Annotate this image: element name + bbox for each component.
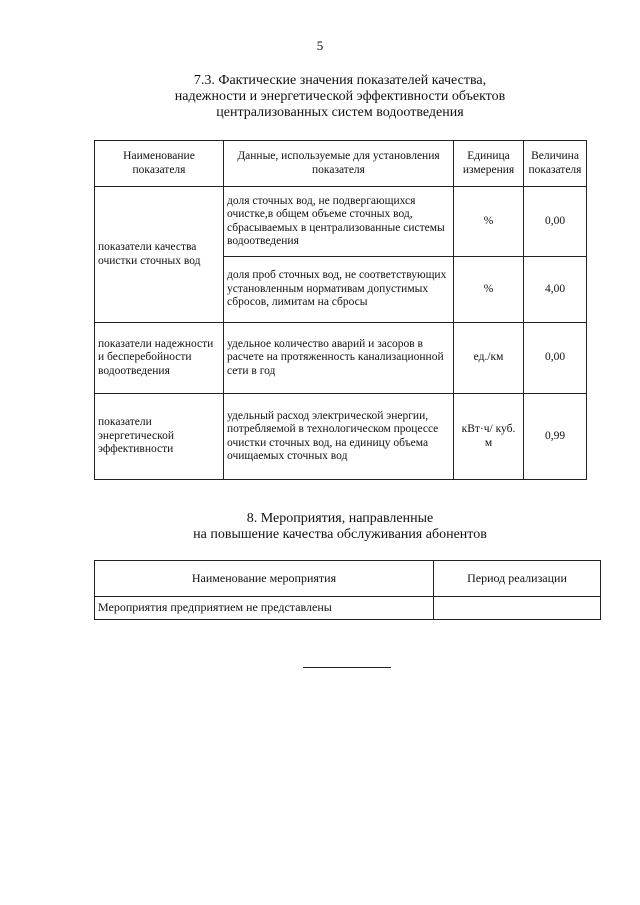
- table-header-row: [95, 561, 601, 597]
- table-header-row: [95, 141, 587, 187]
- header-unit: Единица измерения: [454, 141, 524, 187]
- indicator-group-name: показатели качества очистки сточных вод: [95, 187, 224, 323]
- section-8-title: [130, 511, 550, 543]
- measure-period: [434, 597, 601, 620]
- closing-rule: [303, 667, 391, 668]
- indicator-data: доля сточных вод, не подвергающихся очистке,в общем объеме сточных вод, сбрасываемых в централизованные системы водоотведения: [224, 187, 454, 257]
- page-number: 5: [316, 38, 324, 53]
- section-7-3-title-line: надежности и энергетической эффективности объектов: [174, 89, 506, 104]
- indicator-group-name: показатели надежности и бесперебойности водоотведения: [95, 323, 224, 394]
- header-indicator-name: Наименование показателя: [95, 141, 224, 187]
- section-7-3-title-line: 7.3. Фактические значения показателей качества,: [193, 73, 487, 88]
- header-measure-name: Наименование мероприятия: [95, 561, 434, 597]
- indicator-unit: %: [454, 187, 524, 257]
- indicator-data: доля проб сточных вод, не соответствующих установленным нормативам допустимых сбросов, лимитам на сбросы: [224, 257, 454, 323]
- section-7-3-title-line: централизованных систем водоотведения: [216, 105, 464, 120]
- indicator-data: удельное количество аварий и засоров в расчете на протяженность канализационной сети в год: [224, 323, 454, 394]
- table-row: [95, 597, 601, 620]
- indicator-data: удельный расход электрической энергии, потребляемой в технологическом процессе очистки сточных вод, на единицу объема очищаемых сточных вод: [224, 394, 454, 480]
- measure-name: Мероприятия предприятием не представлены: [95, 597, 434, 620]
- measures-table: [94, 560, 601, 620]
- table-row: [95, 394, 587, 480]
- indicator-group-name: показатели энергетической эффективности: [95, 394, 224, 480]
- header-source-data: Данные, используемые для установления показателя: [224, 141, 454, 187]
- section-7-3-title: [130, 73, 550, 121]
- indicator-unit: ед./км: [454, 323, 524, 394]
- indicator-value: 0,99: [524, 394, 587, 480]
- indicator-unit: %: [454, 257, 524, 323]
- table-row: [95, 187, 587, 257]
- indicators-table: [94, 140, 587, 480]
- header-value: Величина показателя: [524, 141, 587, 187]
- section-8-title-line: на повышение качества обслуживания абонентов: [193, 527, 487, 542]
- indicator-value: 0,00: [524, 187, 587, 257]
- indicator-value: 4,00: [524, 257, 587, 323]
- section-8-title-line: 8. Мероприятия, направленные: [246, 511, 434, 526]
- header-period: Период реализации: [434, 561, 601, 597]
- indicator-unit: кВт·ч/ куб. м: [454, 394, 524, 480]
- indicator-value: 0,00: [524, 323, 587, 394]
- table-row: [95, 323, 587, 394]
